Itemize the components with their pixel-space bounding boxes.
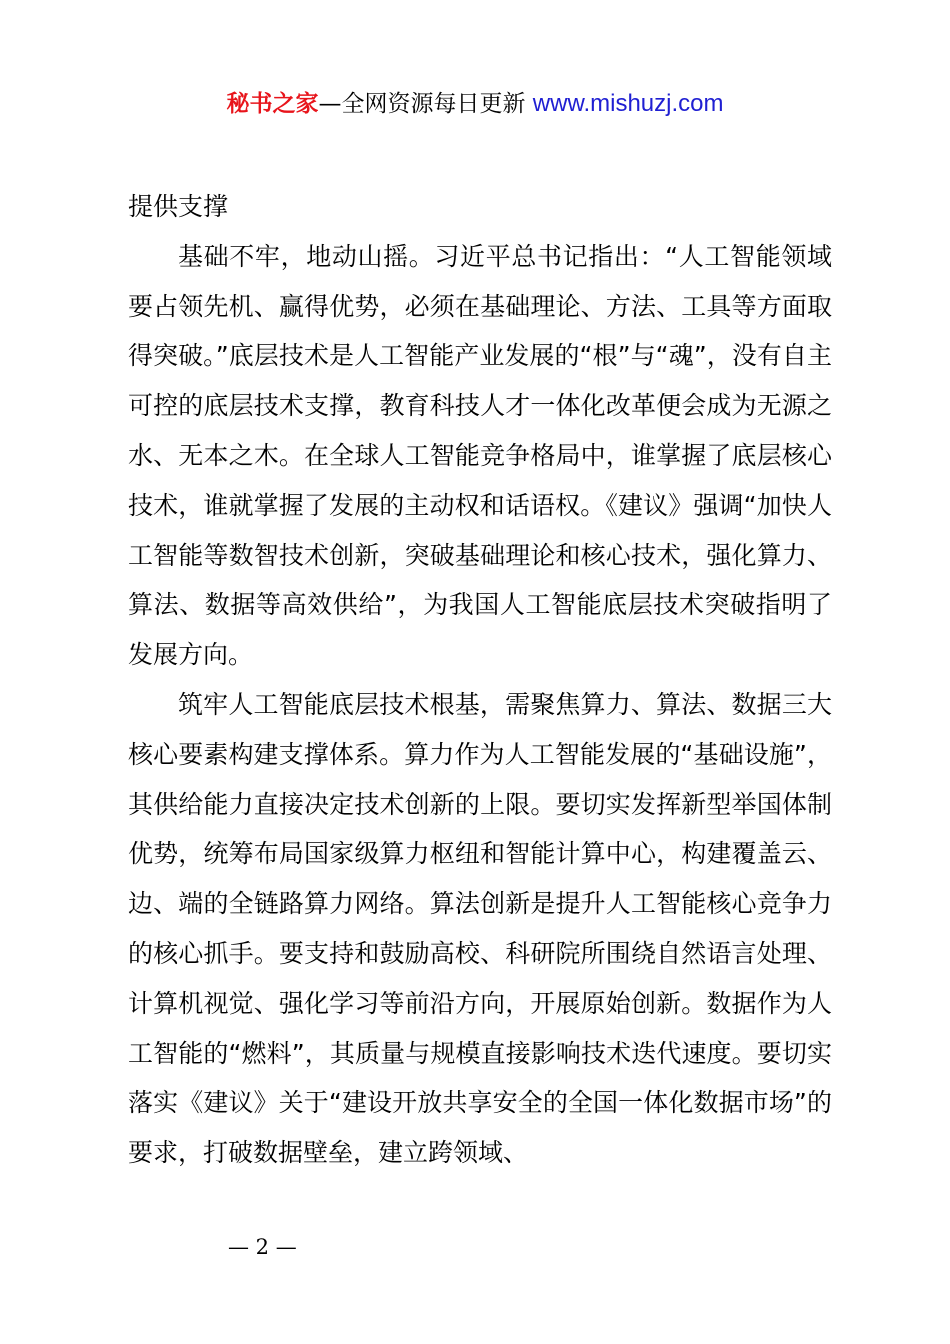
page-number: — 2 — (228, 1235, 297, 1259)
page-header (0, 88, 950, 120)
header-tagline: —全网资源每日更新 (318, 91, 533, 117)
brand-name: 秘书之家 (226, 91, 319, 117)
site-url-link[interactable]: www.mishuzj.com (532, 90, 724, 117)
document-body (128, 182, 832, 1178)
paragraph-continuation: 提供支撑 (128, 192, 229, 221)
paragraph: 基础不牢，地动山摇。习近平总书记指出：“人工智能领域要占领先机、赢得优势，必须在基础理论、方法、工具等方面取得突破。”底层技术是人工智能产业发展的“根”与“魂”，没有自主可控的底层技术支撑，教育科技人才一体化改革便会成为无源之水、无本之木。在全球人工智能竞争格局中，谁掌握了底层核心技术，谁就掌握了发展的主动权和话语权。《建议》强调“加快人工智能等数智技术创新，突破基础理论和核心技术，强化算力、算法、数据等高效供给”，为我国人工智能底层技术突破指明了发展方向。 (128, 241, 832, 670)
paragraph: 筑牢人工智能底层技术根基，需聚焦算力、算法、数据三大核心要素构建支撑体系。算力作为人工智能发展的“基础设施”，其供给能力直接决定技术创新的上限。要切实发挥新型举国体制优势，统筹布局国家级算力枢纽和智能计算中心，构建覆盖云、边、端的全链路算力网络。算法创新是提升人工智能核心竞争力的核心抓手。要支持和鼓励高校、科研院所围绕自然语言处理、计算机视觉、强化学习等前沿方向，开展原始创新。数据作为人工智能的“燃料”，其质量与规模直接影响技术迭代速度。要切实落实《建议》关于“建设开放共享安全的全国一体化数据市场”的要求，打破数据壁垒，建立跨领域、 (128, 689, 832, 1168)
